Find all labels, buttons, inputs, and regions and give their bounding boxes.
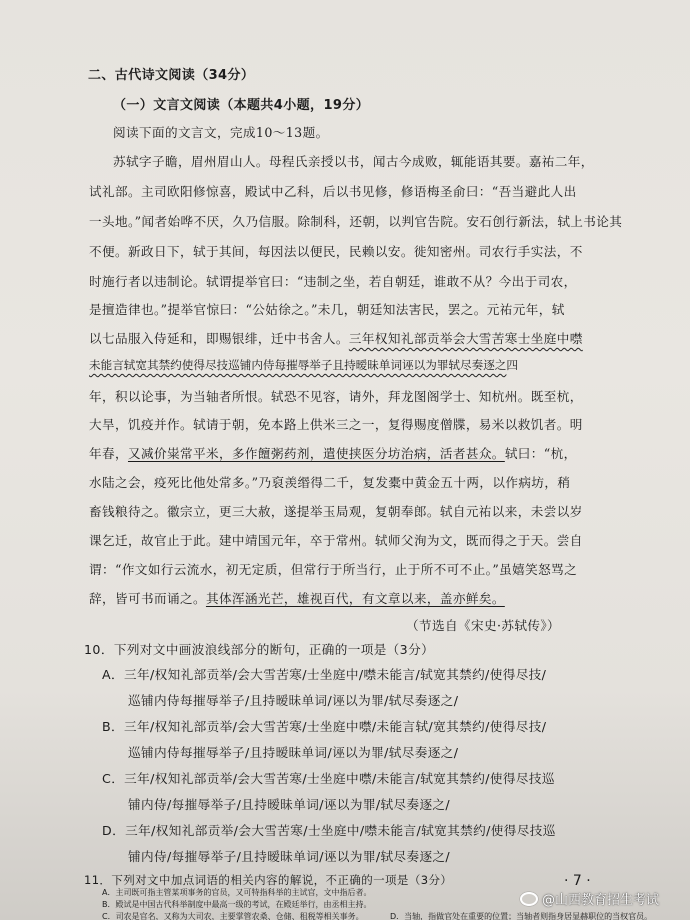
passage-line: 大旱，饥疫并作。轼请于朝，免本路上供米三之一，复得赐度僧牒，易米以救饥者。明: [89, 417, 583, 432]
q10-option-b-line2: 巡铺内侍每摧辱举子/且持暧昧单词/诬以为罪/轼尽奏逐之/: [128, 745, 459, 760]
q10-option-b-line1: B．三年/权知礼部贡举/会大雪苦寒/士坐庭中噤/未能言轼/宽其禁约/使得尽技/: [102, 719, 547, 734]
weibo-icon: [520, 892, 538, 906]
underlined-passage: 其体浑涵光芒，雄视百代，有文章以来，盖亦鲜矣。: [205, 591, 505, 606]
wavy-underlined-passage: 三年权知礼部贡举会大雪苦寒士坐庭中噤: [348, 331, 583, 346]
passage-line: 苏轼字子瞻，眉州眉山人。母程氏亲授以书，闻古今成败，辄能语其要。嘉祐二年，: [113, 154, 594, 169]
q10-option-a-line1: A．三年/权知礼部贡举/会大雪苦寒/士坐庭中/噤未能言/轼宽其禁约/使得尽技/: [102, 667, 547, 682]
passage-text: 以七品服入侍延和，即赐银绯，迁中书舍人。: [89, 331, 349, 346]
watermark-text: @山西教育招生考试: [542, 893, 660, 908]
page-number: · 7 ·: [564, 873, 591, 889]
question-11-stem: 11．下列对文中加点词语的相关内容的解说，不正确的一项是（3分）: [84, 873, 453, 887]
passage-text: 辞，皆可书而诵之。: [89, 591, 206, 606]
q11-option-a: A．主司既可指主管某项事务的官员，又可特指科举的主试官，文中指后者。: [102, 888, 372, 897]
passage-line: 谓：“作文如行云流水，初无定质，但常行于所当行，止于所不可不止。”虽嬉笑怒骂之: [89, 562, 578, 577]
section-subheading: （一）文言文阅读（本题共4小题，19分）: [113, 98, 370, 113]
passage-line: 时施行者以违制论。轼谓提举官曰：“违制之坐，若自朝廷，谁敢不从？今出于司农，: [89, 274, 577, 289]
question-10-stem: 10．下列对文中画波浪线部分的断句，正确的一项是（3分）: [84, 642, 435, 657]
passage-text: 轼曰：“杭，: [504, 446, 577, 461]
passage-line: 试礼部。主司欧阳修惊喜，殿试中乙科，后以书见修，修语梅圣俞曰：“吾当避此人出: [89, 184, 577, 199]
passage-text: 四: [506, 358, 518, 372]
q11-option-b: B．殿试是中国古代科举制度中最高一级的考试，在殿廷举行，由丞相主持。: [102, 900, 372, 909]
underlined-passage: 又减价粜常平米，多作饘粥药剂，遣使挟医分坊治病，活者甚众。: [127, 446, 505, 461]
q10-option-c-line1: C．三年/权知礼部贡举/会大雪苦寒/士坐庭中噤/未能言/轼宽其禁约/使得尽技巡: [102, 771, 555, 786]
passage-line: [89, 328, 583, 347]
passage-line: 一头地。”闻者始哗不厌，久乃信服。除制科，还朝，以判官告院。安石创行新法，轼上书论其: [89, 214, 623, 229]
watermark: [520, 889, 659, 908]
passage-line: [89, 443, 577, 462]
passage-line: 年，积以论事，为当轴者所恨。轼恐不见容，请外，拜龙图阁学士、知杭州。既至杭，: [89, 389, 583, 404]
passage-source: （节选自《宋史·苏轼传》）: [406, 618, 561, 633]
passage-line: 不便。新政日下，轼于其间，每因法以便民，民赖以安。徙知密州。司农行手实法，不: [89, 244, 583, 259]
q10-option-c-line2: 铺内侍/每摧辱举子/且持暧昧单词/诬以为罪/轼尽奏逐之/: [128, 797, 451, 812]
passage-line: 水陆之会，疫死比他处常多。”乃裒羡缗得二千，复发橐中黄金五十两，以作病坊，稍: [89, 475, 571, 490]
wavy-underlined-passage: 未能言轼宽其禁约使得尽技巡铺内侍每摧辱举子且持暧昧单词诬以为罪轼尽奏逐之: [89, 358, 507, 372]
passage-line: 课乞迁，故官止于此。建中靖国元年，卒于常州。轼师父洵为文，既而得之于天。尝自: [89, 533, 583, 548]
section-heading: 二、古代诗文阅读（34分）: [88, 68, 255, 83]
instruction-text: 阅读下面的文言文，完成10～13题。: [113, 125, 329, 140]
passage-line: [89, 588, 505, 607]
passage-line: 畜钱粮待之。徽宗立，更三大赦，遂提举玉局观，复朝奉郎。轼自元祐以来，未尝以岁: [89, 504, 583, 519]
q11-option-d: D．当轴，指做官处在重要的位置；当轴者则指身居显赫职位的当权官员。: [390, 912, 653, 920]
q10-option-d-line1: D．三年/权知礼部贡举/会大雪苦寒/士坐庭中/噤未能言/轼宽其禁约/使得尽技巡: [102, 823, 556, 838]
passage-line: 是擅造律也。”提举官惊曰：“公姑徐之。”未几，朝廷知法害民，罢之。元祐元年，轼: [89, 302, 565, 317]
q10-option-a-line2: 巡铺内侍每摧辱举子/且持暧昧单词/诬以为罪/轼尽奏逐之/: [128, 693, 459, 708]
passage-text: 年春，: [89, 446, 128, 461]
passage-line: [89, 357, 518, 373]
q11-option-c: C．司农是官名，又称为大司农，主要掌管农桑、仓储、租税等相关事务。: [102, 912, 364, 920]
q10-option-d-line2: 铺内侍/每摧辱举子/且持暧昧单词/诬以为罪/轼尽奏逐之/: [128, 849, 451, 864]
